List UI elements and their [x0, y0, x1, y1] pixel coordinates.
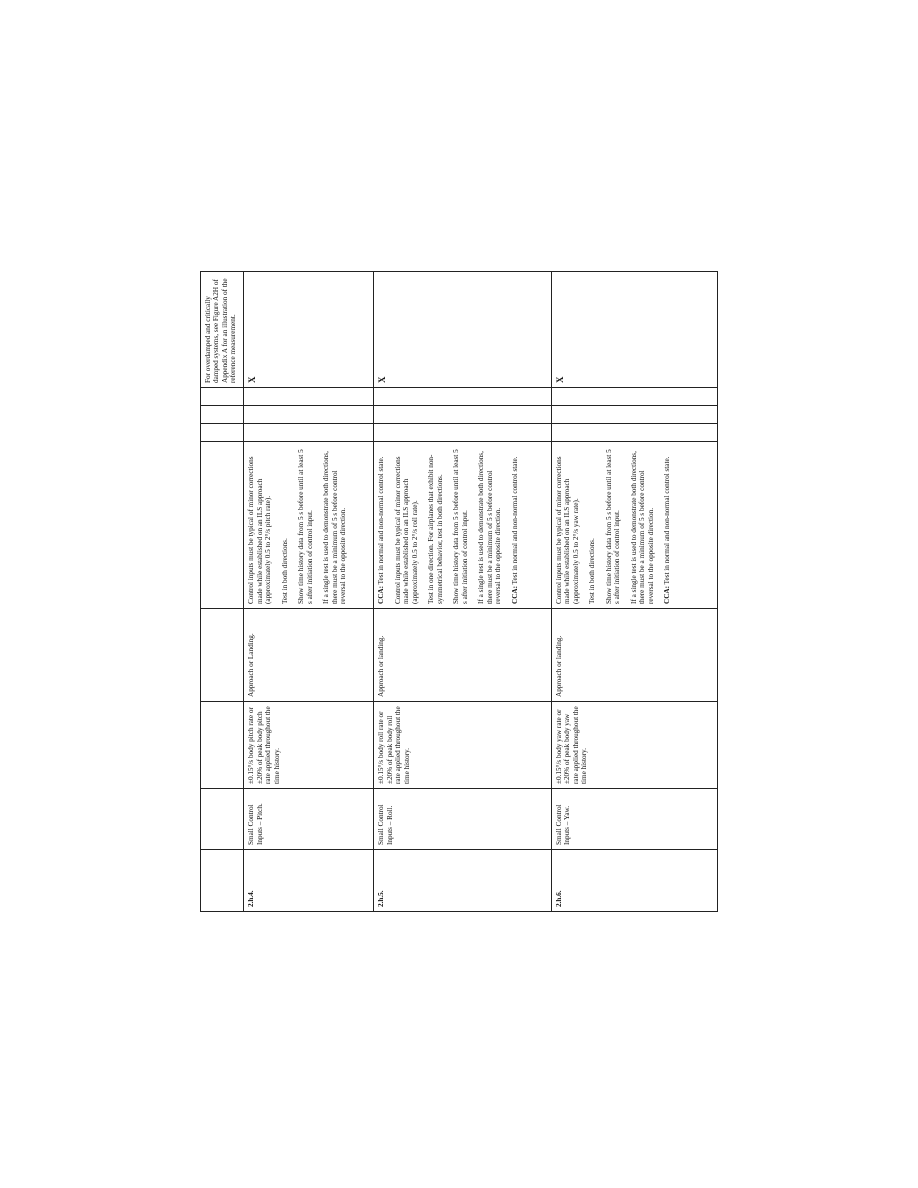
level-cell [244, 406, 374, 424]
requirement-text: Test in both directions. [588, 538, 597, 604]
requirement-text: Test in one direction. For airplanes that exhibit non-symmetrical behavior, test in both directions. [427, 454, 444, 604]
tolerance: ±0.15°/s body pitch rate or ±20% of peak body pitch rate applied throughout the time history. [244, 702, 374, 789]
test-number: 2.h.4. [244, 850, 374, 912]
cca-note [663, 446, 671, 604]
requirement-text: If a single test is used to demonstrate both directions, there must be a minimum of 5 s before control reversal to the opposite direction. [629, 451, 655, 604]
requirement-text: Control inputs must be typical of minor corrections made while established on an ILS approach (approximately 0.5 to 2°/s pitch rate). [247, 456, 273, 604]
header-cell-empty [201, 424, 244, 442]
requirement-text: Test in both directions. [280, 538, 289, 604]
header-row [201, 272, 244, 912]
level-cell [244, 424, 374, 442]
test-details [551, 442, 717, 609]
header-note: For overdamped and critically damped systems, see Figure A2H of Appendix A for an illustration of the reference measurement. [201, 272, 244, 388]
level-mark: X [551, 272, 717, 388]
requirement-text: Show time history data from 5 s before until at least 5 s after initiation of control input. [452, 449, 469, 604]
level-mark: X [374, 272, 552, 388]
tolerance: ±0.15°/s body roll rate or ±20% of peak body roll rate applied throughout the time history. [374, 702, 552, 789]
header-cell-empty [201, 442, 244, 609]
requirements-table [200, 271, 718, 912]
cca-text: Test in normal and non-normal control state. [377, 456, 386, 587]
rotated-table-wrapper [200, 272, 718, 912]
cca-label: CCA: [510, 586, 519, 604]
level-cell [551, 406, 717, 424]
requirement-text: Control inputs must be typical of minor corrections made while established on an ILS approach (approximately 0.5 to 2°/s yaw rate). [554, 456, 580, 604]
level-cell [244, 388, 374, 406]
test-details [374, 442, 552, 609]
header-cell-empty [201, 388, 244, 406]
requirement-text: If a single test is used to demonstrate both directions, there must be a minimum of 5 s before control reversal to the opposite direction. [477, 451, 503, 604]
test-details [244, 442, 374, 609]
header-cell-empty [201, 609, 244, 702]
tolerance: ±0.15°/s body yaw rate or ±20% of peak body yaw rate applied throughout the time history. [551, 702, 717, 789]
header-cell-empty [201, 850, 244, 912]
cca-text: Test in normal and non-normal control state. [663, 456, 672, 587]
cca-text: Test in normal and non-normal control state. [510, 456, 519, 587]
flight-condition: Approach or landing. [551, 609, 717, 702]
flight-condition: Approach or Landing. [244, 609, 374, 702]
test-title: Small Control Inputs – Roll. [374, 789, 552, 850]
level-mark: X [244, 272, 374, 388]
test-title: Small Control Inputs – Yaw. [551, 789, 717, 850]
cca-note [377, 446, 385, 604]
header-cell-empty [201, 789, 244, 850]
level-cell [374, 388, 552, 406]
cca-label: CCA: [377, 586, 386, 604]
header-cell-empty [201, 702, 244, 789]
table-row [551, 272, 717, 912]
test-number: 2.h.6. [551, 850, 717, 912]
requirement-text: Show time history data from 5 s before until at least 5 s after initiation of control input. [297, 449, 314, 604]
level-cell [374, 406, 552, 424]
test-number: 2.h.5. [374, 850, 552, 912]
test-title: Small Control Inputs – Pitch. [244, 789, 374, 850]
flight-condition: Approach or landing. [374, 609, 552, 702]
cca-note [511, 446, 519, 604]
level-cell [551, 424, 717, 442]
requirement-text: If a single test is used to demonstrate both directions, there must be a minimum of 5 s before control reversal to the opposite direction. [322, 451, 348, 604]
header-cell-empty [201, 406, 244, 424]
requirement-text: Show time history data from 5 s before until at least 5 s after initiation of control input. [604, 449, 622, 604]
level-cell [374, 424, 552, 442]
level-cell [551, 388, 717, 406]
requirement-text: Control inputs must be typical of minor corrections made while established on an ILS approach (approximately 0.5 to 2°/s roll rate). [393, 456, 419, 604]
table-row [244, 272, 374, 912]
cca-label: CCA: [663, 586, 672, 604]
table-row [374, 272, 552, 912]
